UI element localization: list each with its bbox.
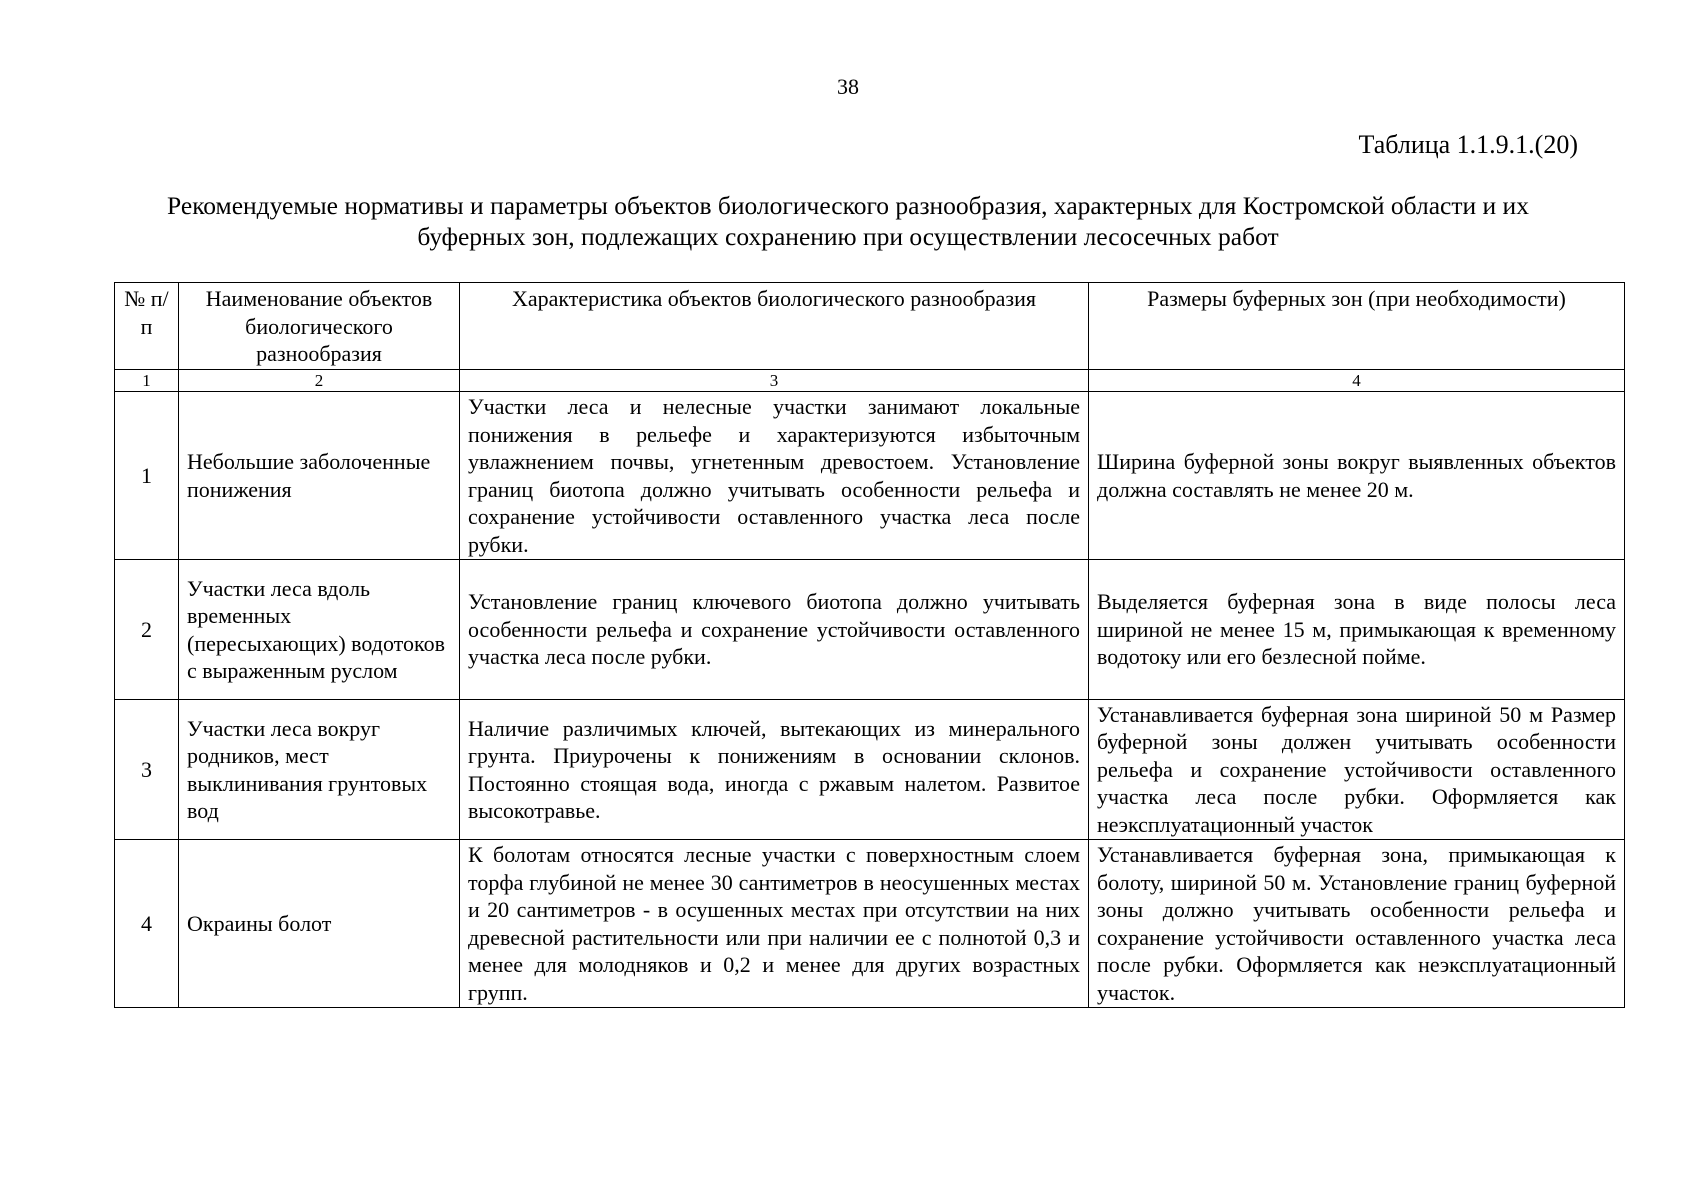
page-number: 38 — [837, 74, 859, 99]
row-number: 2 — [115, 560, 179, 700]
object-name: Участки леса вокруг родников, мест выклинивания грунтовых вод — [179, 700, 460, 840]
buffer-zone-size: Ширина буферной зоны вокруг выявленных объектов должна составлять не менее 20 м. — [1089, 392, 1625, 560]
row-number: 4 — [115, 840, 179, 1008]
object-name: Небольшие заболоченные понижения — [179, 392, 460, 560]
object-description: Наличие различимых ключей, вытекающих из минерального грунта. Приурочены к понижениям в основании склонов. Постоянно стоящая вода, иногда с ржавым налетом. Развитое высокотравье. — [460, 700, 1089, 840]
object-name: Окраины болот — [179, 840, 460, 1008]
object-name: Участки леса вдоль временных (пересыхающих) водотоков с выраженным руслом — [179, 560, 460, 700]
column-header-description: Характеристика объектов биологического разнообразия — [460, 283, 1089, 370]
document-title: Рекомендуемые нормативы и параметры объектов биологического разнообразия, характерных для Костромской области и их буферных зон, подлежащих сохранению при осуществлении лесосечных работ — [167, 191, 1529, 251]
column-number: 2 — [179, 370, 460, 392]
buffer-zone-size: Устанавливается буферная зона, примыкающая к болоту, шириной 50 м. Установление границ буферной зоны должно учитывать особенности рельефа и сохранение устойчивости оставленного участка леса после рубки. Оформляется как неэксплуатационный участок. — [1089, 840, 1625, 1008]
column-header-name: Наименование объектов биологического разнообразия — [179, 283, 460, 370]
object-description: Участки леса и нелесные участки занимают локальные понижения в рельефе и характеризуются избыточным увлажнением почвы, угнетенным древостоем. Установление границ биотопа должно учитывать особенности рельефа и сохранение устойчивости оставленного участка леса после рубки. — [460, 392, 1089, 560]
object-description: Установление границ ключевого биотопа должно учитывать особенности рельефа и сохранение устойчивости оставленного участка леса после рубки. — [460, 560, 1089, 700]
column-header-buffer: Размеры буферных зон (при необходимости) — [1089, 283, 1625, 370]
row-number: 1 — [115, 392, 179, 560]
object-description: К болотам относятся лесные участки с поверхностным слоем торфа глубиной не менее 30 сантиметров в неосушенных местах и 20 сантиметров - в осушенных местах при отсутствии на них древесной растительности или при наличии ее с полнотой 0,3 и менее для молодняков и 0,2 и менее для других возрастных групп. — [460, 840, 1089, 1008]
column-header-num: № п/п — [115, 283, 179, 370]
biodiversity-table — [114, 282, 1625, 1008]
column-number: 1 — [115, 370, 179, 392]
column-number: 4 — [1089, 370, 1625, 392]
buffer-zone-size: Выделяется буферная зона в виде полосы леса шириной не менее 15 м, примыкающая к временному водотоку или его безлесной пойме. — [1089, 560, 1625, 700]
table-header-row — [115, 283, 1625, 370]
column-number-row — [115, 370, 1625, 392]
table-row — [115, 392, 1625, 560]
column-number: 3 — [460, 370, 1089, 392]
table-label: Таблица 1.1.9.1.(20) — [1358, 130, 1578, 159]
table-row — [115, 560, 1625, 700]
buffer-zone-size: Устанавливается буферная зона шириной 50 м Размер буферной зоны должен учитывать особенности рельефа и сохранение устойчивости оставленного участка леса после рубки. Оформляется как неэксплуатационный участок — [1089, 700, 1625, 840]
table-row — [115, 840, 1625, 1008]
table-row — [115, 700, 1625, 840]
row-number: 3 — [115, 700, 179, 840]
